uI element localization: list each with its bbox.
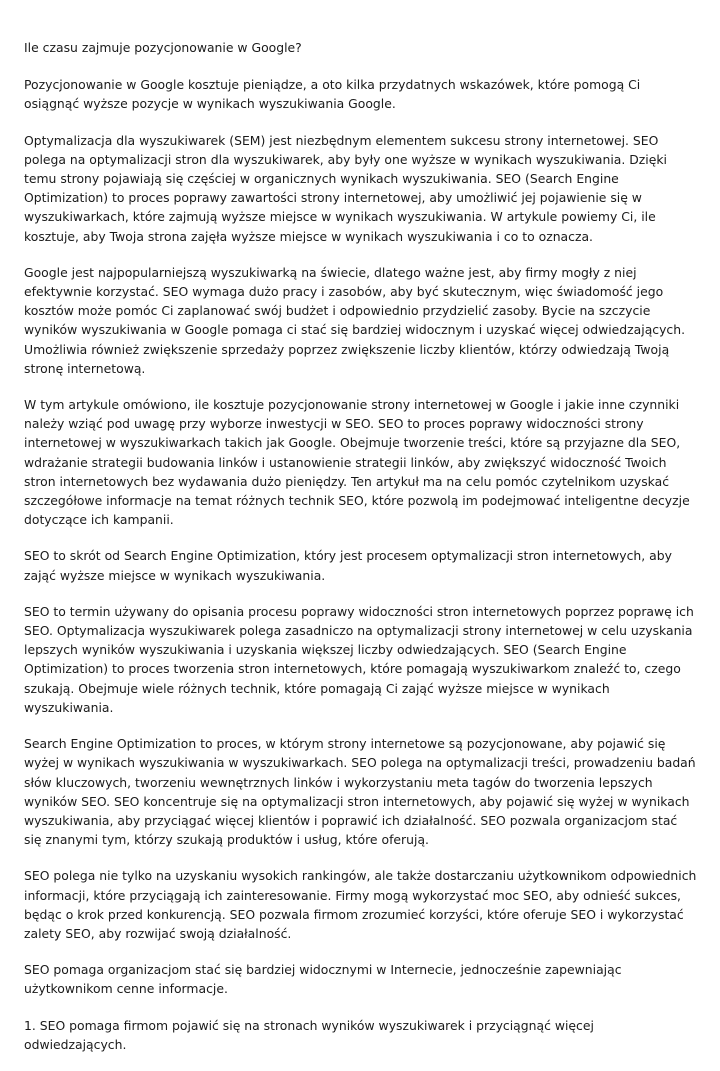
paragraph: Search Engine Optimization to proces, w którym strony internetowe są pozycjonowane, aby pojawić się wyżej w wynikach wyszukiwania w wyszukiwarkach. SEO polega na optymalizacji treści, prowadzeniu badań słów kluczowych, tworzeniu wewnętrznych linków i wykorzystaniu meta tagów do tworzenia lepszych wyników SEO. SEO koncentruje się na optymalizacji stron internetowych, aby pojawić się wyżej w wynikach wyszukiwania, aby przyciągać więcej klientów i poprawić ich działalność. SEO pozwala organizacjom stać się znanymi tym, którzy szukają produktów i usług, które oferują. bbox=[24, 736, 696, 848]
paragraph: SEO pomaga organizacjom stać się bardziej widocznymi w Internecie, jednocześnie zapewniając użytkownikom cenne informacje. bbox=[24, 962, 622, 997]
document-body bbox=[24, 38, 698, 1071]
paragraph: Optymalizacja dla wyszukiwarek (SEM) jest niezbędnym elementem sukcesu strony internetowej. SEO polega na optymalizacji stron dla wyszukiwarek, aby były one wyższe w wynikach wyszukiwania. Dzięki temu strony pojawiają się częściej w organicznych wynikach wyszukiwania. SEO (Search Engine Optimization) to proces poprawy zawartości strony internetowej, aby umożliwić jej pojawienie się w wyszukiwarkach, które zajmują wyższe miejsce w wynikach wyszukiwania. W artykule powiemy Ci, ile kosztuje, aby Twoja strona zajęła wyższe miejsce w wynikach wyszukiwania i co to oznacza. bbox=[24, 132, 667, 244]
paragraph: SEO polega nie tylko na uzyskaniu wysokich rankingów, ale także dostarczaniu użytkownikom odpowiednich informacji, które przyciągają ich zainteresowanie. Firmy mogą wykorzystać moc SEO, aby odnieść sukces, będąc o krok przed konkurencją. SEO pozwala firmom zrozumieć korzyści, które oferuje SEO i wykorzystać zalety SEO, aby rozwijać swoją działalność. bbox=[24, 868, 697, 941]
document-title: Ile czasu zajmuje pozycjonowanie w Google? bbox=[24, 40, 302, 55]
list-item: 1. SEO pomaga firmom pojawić się na stronach wyników wyszukiwarek i przyciągnąć więcej odwiedzających. bbox=[24, 1017, 594, 1052]
paragraph: W tym artykule omówiono, ile kosztuje pozycjonowanie strony internetowej w Google i jakie inne czynniki należy wziąć pod uwagę przy wyborze inwestycji w SEO. SEO to proces poprawy widoczności strony internetowej w wyszukiwarkach takich jak Google. Obejmuje tworzenie treści, które są przyjazne dla SEO, wdrażanie strategii budowania linków i ustanowienie strategii linków, aby zwiększyć widoczność Twoich stron internetowych bez wydawania dużo pieniędzy. Ten artykuł ma na celu pomóc czytelnikom uzyskać szczegółowe informacje na temat różnych technik SEO, które pozwolą im podejmować inteligentne decyzje dotyczące ich kampanii. bbox=[24, 397, 690, 528]
paragraph: Google jest najpopularniejszą wyszukiwarką na świecie, dlatego ważne jest, aby firmy mogły z niej efektywnie korzystać. SEO wymaga dużo pracy i zasobów, aby być skutecznym, więc świadomość jego kosztów może pomóc Ci zaplanować swój budżet i odpowiednio przydzielić zasoby. Bycie na szczycie wyników wyszukiwania w Google pomaga ci stać się bardziej widocznym i uzyskać więcej odwiedzających. Umożliwia również zwiększenie sprzedaży poprzez zwiększenie liczby klientów, którzy odwiedzają Twoją stronę internetową. bbox=[24, 264, 686, 376]
paragraph: SEO to termin używany do opisania procesu poprawy widoczności stron internetowych poprzez poprawę ich SEO. Optymalizacja wyszukiwarek polega zasadniczo na optymalizacji strony internetowej w celu uzyskania lepszych wyników wyszukiwania i uzyskania większej liczby odwiedzających. SEO (Search Engine Optimization) to proces tworzenia stron internetowych, które pomagają wyszukiwarkom znaleźć to, czego szukają. Obejmuje wiele różnych technik, które pomagają Ci zająć wyższe miejsce w wynikach wyszukiwania. bbox=[24, 603, 694, 715]
paragraph: SEO to skrót od Search Engine Optimization, który jest procesem optymalizacji stron internetowych, aby zająć wyższe miejsce w wynikach wyszukiwania. bbox=[24, 548, 672, 583]
paragraph-intro: Pozycjonowanie w Google kosztuje pieniądze, a oto kilka przydatnych wskazówek, które pomogą Ci osiągnąć wyższe pozycje w wynikach wyszukiwania Google. bbox=[24, 77, 641, 112]
